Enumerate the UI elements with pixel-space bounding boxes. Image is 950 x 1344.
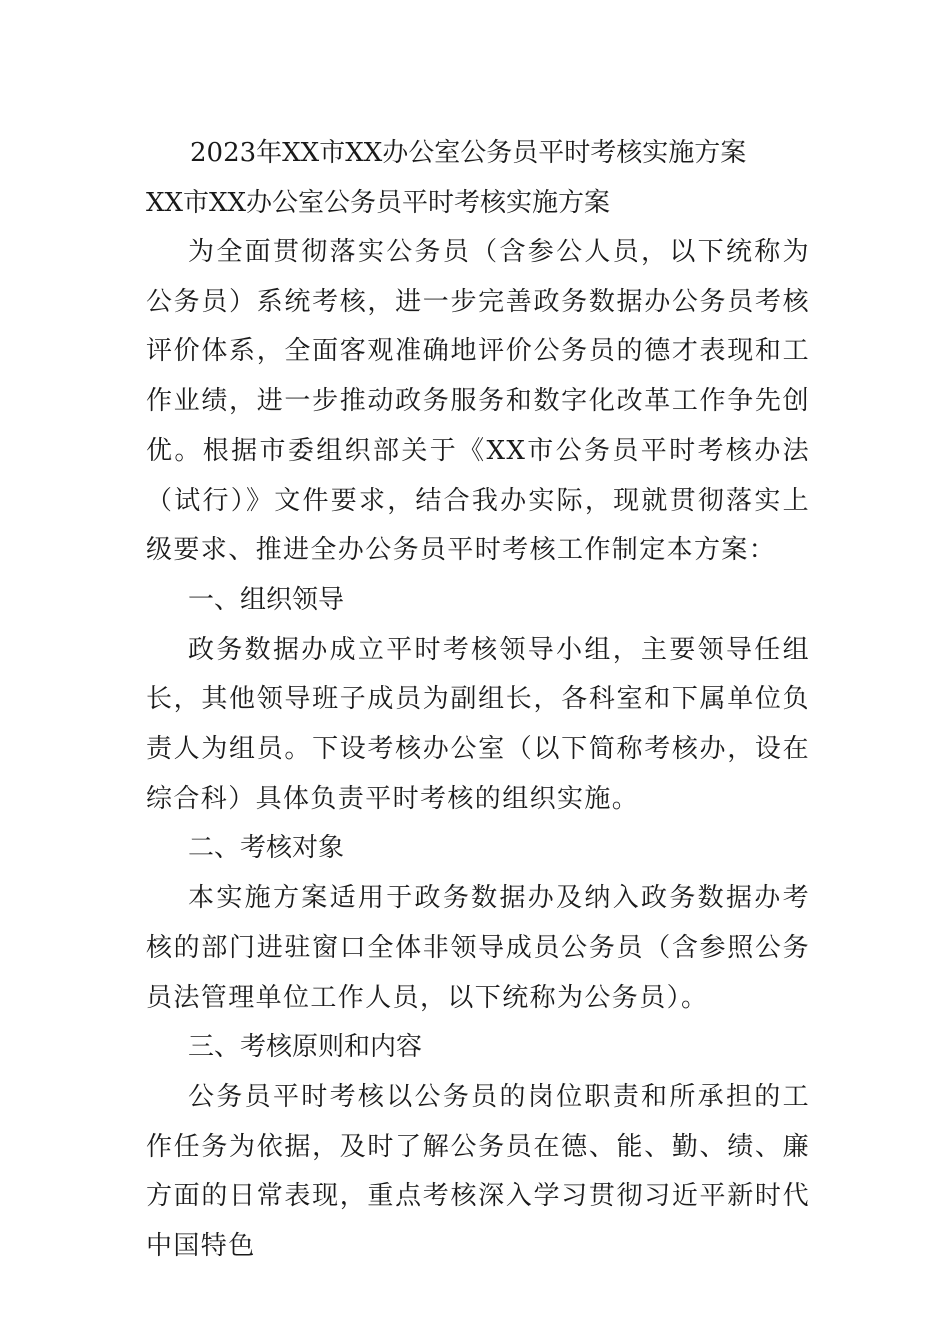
section-body-principles: 公务员平时考核以公务员的岗位职责和所承担的工作任务为依据，及时了解公务员在德、能、勤、绩、廉方面的日常表现，重点考核深入学习贯彻习近平新时代中国特色 — [146, 1081, 810, 1262]
section-heading-organization: 一、组织领导 — [188, 584, 345, 615]
section-body-targets: 本实施方案适用于政务数据办及纳入政务数据办考核的部门进驻窗口全体非领导成员公务员（含参照公务员法管理单位工作人员，以下统称为公务员）。 — [146, 883, 810, 1013]
document-subtitle: XX市XX办公室公务员平时考核实施方案 — [146, 188, 611, 218]
section-body-organization: 政务数据办成立平时考核领导小组，主要领导任组长，其他领导班子成员为副组长，各科室和下属单位负责人为组员。下设考核办公室（以下简称考核办，设在综合科）具体负责平时考核的组织实施。 — [146, 634, 810, 814]
document-body — [146, 128, 810, 1272]
intro-paragraph: 为全面贯彻落实公务员（含参公人员，以下统称为公务员）系统考核，进一步完善政务数据办公务员考核评价体系，全面客观准确地评价公务员的德才表现和工作业绩，进一步推动政务服务和数字化改革工作争先创优。根据市委组织部关于《XX市公务员平时考核办法（试行）》文件要求，结合我办实际，现就贯彻落实上级要求、推进全办公务员平时考核工作制定本方案： — [146, 237, 810, 566]
section-heading-targets: 二、考核对象 — [188, 833, 345, 864]
section-heading-principles: 三、考核原则和内容 — [188, 1032, 423, 1063]
document-title: 2023年XX市XX办公室公务员平时考核实施方案 — [190, 138, 747, 168]
